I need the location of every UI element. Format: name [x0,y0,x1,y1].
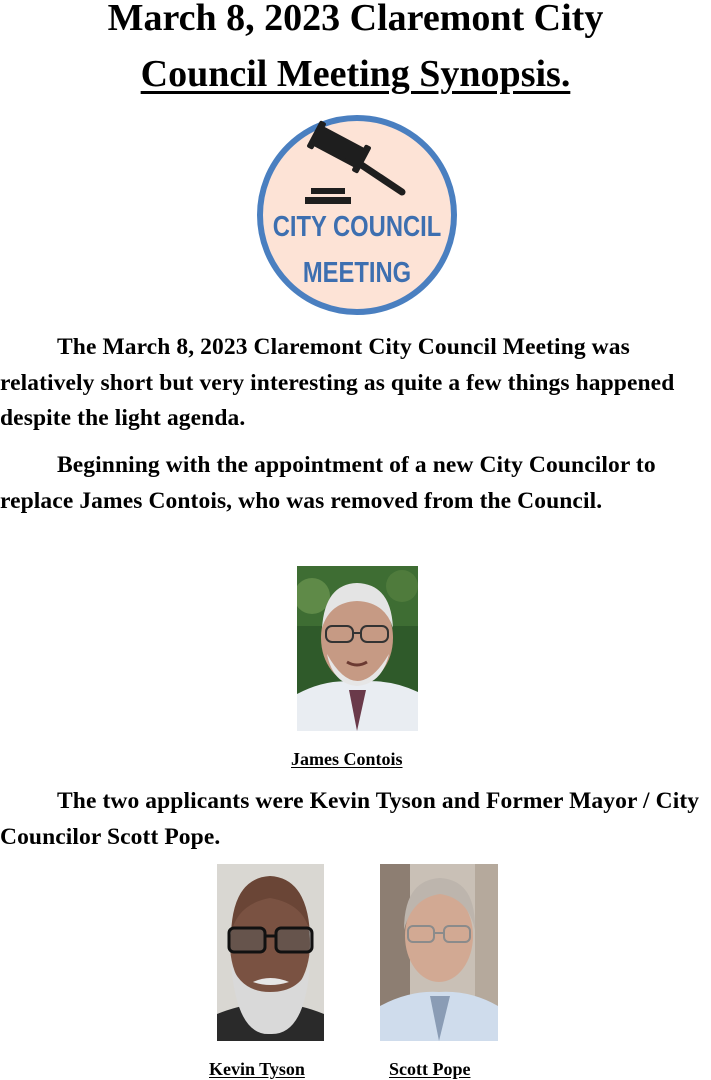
james-contois-photo [297,566,418,731]
paragraph-appointment: Beginning with the appointment of a new City Councilor to replace James Contois, who was removed from the Council. [0,452,656,514]
page-title-line-1: March 8, 2023 Claremont City [107,0,604,39]
james-contois-caption: James Contois [291,749,403,769]
city-council-meeting-logo [254,112,460,318]
paragraph-applicants: The two applicants were Kevin Tyson and Former Mayor / City Councilor Scott Pope. [0,788,700,850]
logo-line-1: CITY COUNCIL [272,209,442,243]
logo-line-2: MEETING [302,255,412,289]
scott-pope-caption: Scott Pope [389,1059,471,1079]
scott-pope-photo [380,864,498,1041]
page-title-line-2: Council Meeting Synopsis. [140,53,571,95]
kevin-tyson-caption: Kevin Tyson [209,1059,305,1079]
kevin-tyson-photo [217,864,324,1041]
paragraph-meeting-intro: The March 8, 2023 Claremont City Council Meeting was relatively short but very interesting as quite a few things happened despite the light agenda. [0,334,675,431]
